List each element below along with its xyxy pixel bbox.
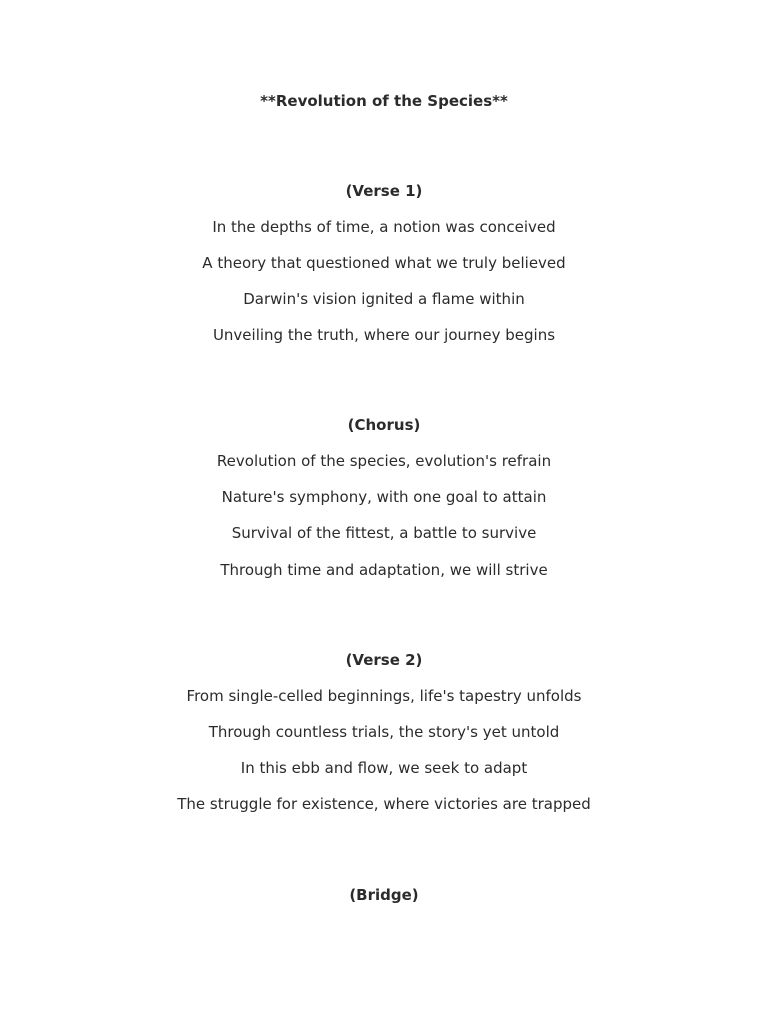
verse-2-line: From single-celled beginnings, life's tapestry unfolds <box>186 687 582 705</box>
verse-1-line: A theory that questioned what we truly believed <box>202 254 566 272</box>
verse-2-line: In this ebb and flow, we seek to adapt <box>240 759 528 777</box>
verse-2-line: The struggle for existence, where victories are trapped <box>177 795 591 813</box>
verse-1-line: Darwin's vision ignited a flame within <box>243 290 525 308</box>
verse-1-line: Unveiling the truth, where our journey begins <box>212 326 556 344</box>
chorus-line: Survival of the fittest, a battle to survive <box>231 524 537 542</box>
verse-1-heading: (Verse 1) <box>345 182 423 200</box>
verse-1-line: In the depths of time, a notion was conceived <box>212 218 556 236</box>
verse-2-heading: (Verse 2) <box>345 651 423 669</box>
bridge-heading: (Bridge) <box>349 886 419 904</box>
chorus-line: Nature's symphony, with one goal to attain <box>221 488 547 506</box>
verse-2-line: Through countless trials, the story's yet untold <box>208 723 560 741</box>
chorus-line: Through time and adaptation, we will strive <box>220 561 548 579</box>
song-title: **Revolution of the Species** <box>260 92 508 110</box>
chorus-line: Revolution of the species, evolution's refrain <box>216 452 552 470</box>
chorus-heading: (Chorus) <box>347 416 421 434</box>
